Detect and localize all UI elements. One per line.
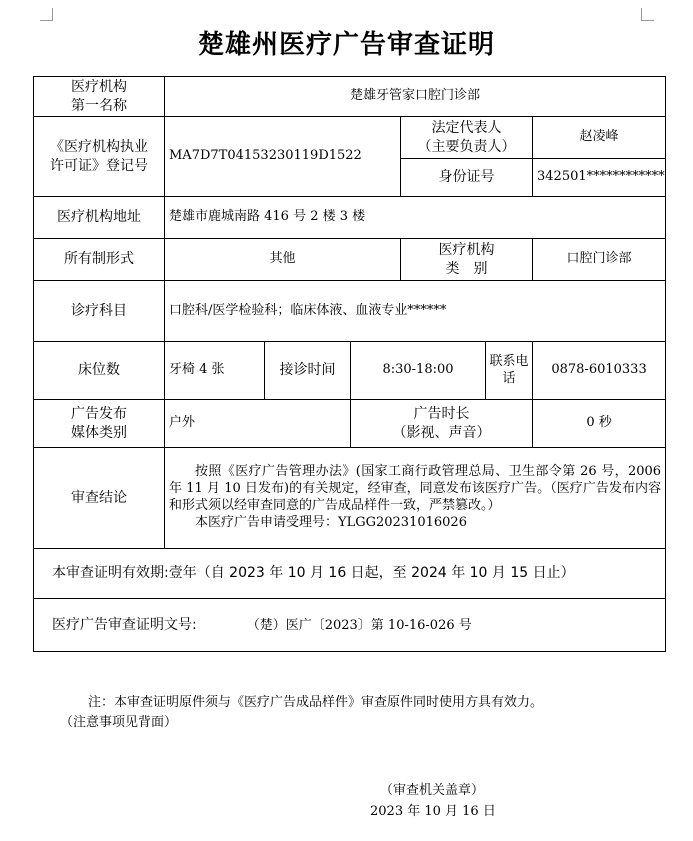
hours-value: 8:30-18:00 (351, 342, 486, 400)
phone-value: 0878-6010333 (533, 342, 666, 400)
departments-value: 口腔科/医学检验科；临床体液、血液专业****** (165, 281, 666, 342)
application-number: 本医疗广告申请受理号：YLGG20231016026 (195, 514, 467, 530)
license-value: MA7D7T04153230119D1522 (165, 117, 401, 197)
conclusion-paragraph: 按照《医疗广告管理办法》(国家工商行政管理总局、卫生部令第 26 号，2006 年 11 月 10 日发布)的有关规定，经审查，同意发布该医疗广告。（医疗广告发布内容和形式须以经审查同意的广告成品样件一致，严禁篡改。） (169, 464, 662, 513)
conclusion-label: 审查结论 (34, 448, 165, 549)
stamp-label: （审查机关盖章） (380, 783, 485, 798)
row-departments (34, 281, 666, 342)
phone-label: 联系电话 (486, 342, 533, 400)
media-value: 户外 (165, 400, 351, 448)
row-license (34, 117, 666, 159)
issue-date: 2023 年 10 月 16 日 (370, 804, 496, 819)
footnote-line-2: （注意事项见背面） (60, 715, 178, 730)
category-value: 口腔门诊部 (533, 239, 666, 281)
certificate-table (33, 76, 666, 652)
doc-number-label: 医疗广告审查证明文号: (52, 616, 197, 633)
id-label: 身份证号 (401, 159, 533, 197)
ownership-value: 其他 (165, 239, 401, 281)
validity-period: 本审查证明有效期:壹年（自 2023 年 10 月 16 日起，至 2024 年 10 月 15 日止） (34, 549, 666, 599)
row-conclusion (34, 448, 666, 549)
row-address (34, 197, 666, 239)
duration-label: 广告时长 （影视、声音） (351, 400, 533, 448)
duration-value: 0 秒 (533, 400, 666, 448)
ownership-label: 所有制形式 (34, 239, 165, 281)
row-validity (34, 549, 666, 599)
legal-rep-label: 法定代表人 （主要负责人） (401, 117, 533, 159)
license-label: 《医疗机构执业 许可证》登记号 (34, 117, 165, 197)
conclusion-text (165, 448, 666, 549)
doc-number (34, 599, 666, 652)
hours-label: 接诊时间 (265, 342, 351, 400)
doc-number-value: （楚）医广〔2023〕第 10-16-026 号 (246, 617, 472, 633)
departments-label: 诊疗科目 (34, 281, 165, 342)
legal-rep-value: 赵凌峰 (533, 117, 666, 159)
id-value: 342501************ (533, 159, 666, 197)
row-media (34, 400, 666, 448)
row-doc-number (34, 599, 666, 652)
institution-name-label: 医疗机构 第一名称 (34, 77, 165, 117)
footnote (60, 693, 650, 733)
address-label: 医疗机构地址 (34, 197, 165, 239)
footnote-line-1: 注：本审查证明原件须与《医疗广告成品样件》审查原件同时使用方具有效力。 (88, 695, 544, 710)
row-institution-name (34, 77, 666, 117)
page-title: 楚雄州医疗广告审查证明 (197, 30, 495, 60)
address-value: 楚雄市鹿城南路 416 号 2 楼 3 楼 (165, 197, 666, 239)
row-ownership (34, 239, 666, 281)
category-label: 医疗机构 类 别 (401, 239, 533, 281)
crop-mark-top-left (40, 8, 53, 21)
crop-mark-top-right (641, 8, 654, 21)
row-beds (34, 342, 666, 400)
media-label: 广告发布 媒体类别 (34, 400, 165, 448)
institution-name-value: 楚雄牙管家口腔门诊部 (165, 77, 666, 117)
beds-label: 床位数 (34, 342, 165, 400)
beds-value: 牙椅 4 张 (165, 342, 265, 400)
